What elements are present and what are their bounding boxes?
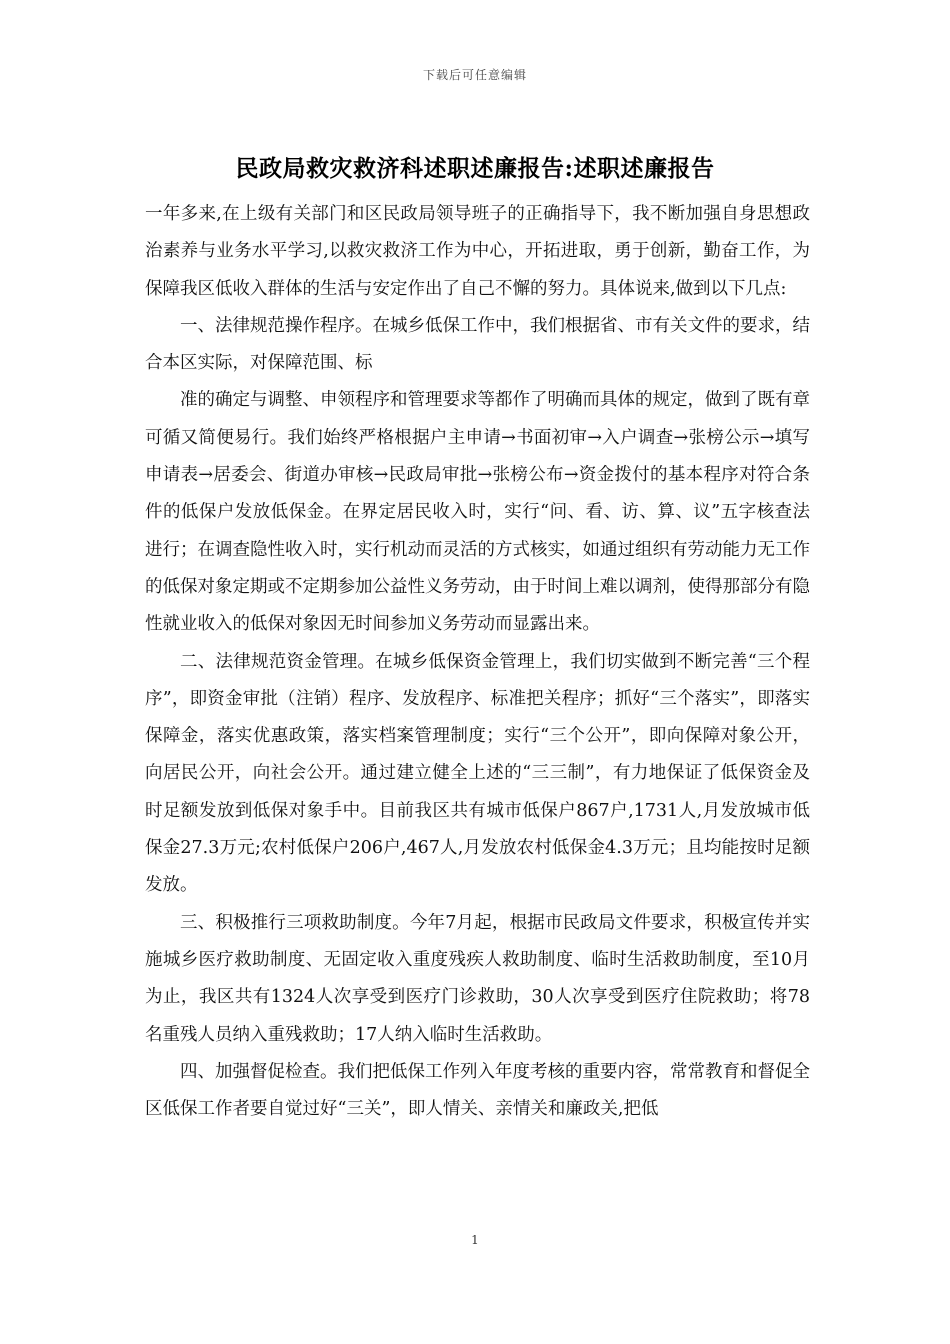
paragraph-section-1-continued: 准的确定与调整、申领程序和管理要求等都作了明确而具体的规定，做到了既有章可循又简便易行。我们始终严格根据户主申请→书面初审→入户调查→张榜公示→填写申请表→居委会、街道办审核→民政局审批→张榜公布→资金拨付的基本程序对符合条件的低保户发放低保金。在界定居民收入时，实行“问、看、访、算、议”五字核查法进行；在调查隐性收入时，实行机动而灵活的方式核实，如通过组织有劳动能力无工作的低保对象定期或不定期参加公益性义务劳动，由于时间上难以调剂，使得那部分有隐性就业收入的低保对象因无时间参加义务劳动而显露出来。 — [145, 390, 810, 635]
paragraph-section-2: 二、法律规范资金管理。在城乡低保资金管理上，我们切实做到不断完善“三个程序”，即资金审批（注销）程序、发放程序、标准把关程序；抓好“三个落实”，即落实保障金，落实优惠政策，落实档案管理制度；实行“三个公开”，即向保障对象公开，向居民公开，向社会公开。通过建立健全上述的“三三制”，有力地保证了低保资金及时足额发放到低保对象手中。目前我区共有城市低保户867户,1731人,月发放城市低保金27.3万元;农村低保户206户,467人,月发放农村低保金4.3万元；且均能按时足额发放。 — [145, 651, 810, 896]
document-body — [145, 196, 810, 1128]
paragraph-section-3: 三、积极推行三项救助制度。今年7月起，根据市民政局文件要求，积极宣传并实施城乡医疗救助制度、无固定收入重度残疾人救助制度、临时生活救助制度，至10月为止，我区共有1324人次享受到医疗门诊救助，30人次享受到医疗住院救助；将78名重残人员纳入重残救助；17人纳入临时生活救助。 — [145, 912, 810, 1045]
paragraph-section-1: 一、法律规范操作程序。在城乡低保工作中，我们根据省、市有关文件的要求，结合本区实际，对保障范围、标 — [145, 315, 810, 374]
paragraph-intro: 一年多来,在上级有关部门和区民政局领导班子的正确指导下，我不断加强自身思想政治素养与业务水平学习,以救灾救济工作为中心，开拓进取，勇于创新，勤奋工作，为保障我区低收入群体的生活与安定作出了自己不懈的努力。具体说来,做到以下几点: — [145, 204, 810, 299]
header-note: 下载后可任意编辑 — [422, 68, 527, 82]
paragraph-section-4: 四、加强督促检查。我们把低保工作列入年度考核的重要内容，常常教育和督促全区低保工作者要自觉过好“三关”，即人情关、亲情关和廉政关,把低 — [145, 1061, 810, 1120]
document-title: 民政局救灾救济科述职述廉报告:述职述廉报告 — [235, 155, 715, 182]
page-number: 1 — [471, 1233, 479, 1247]
